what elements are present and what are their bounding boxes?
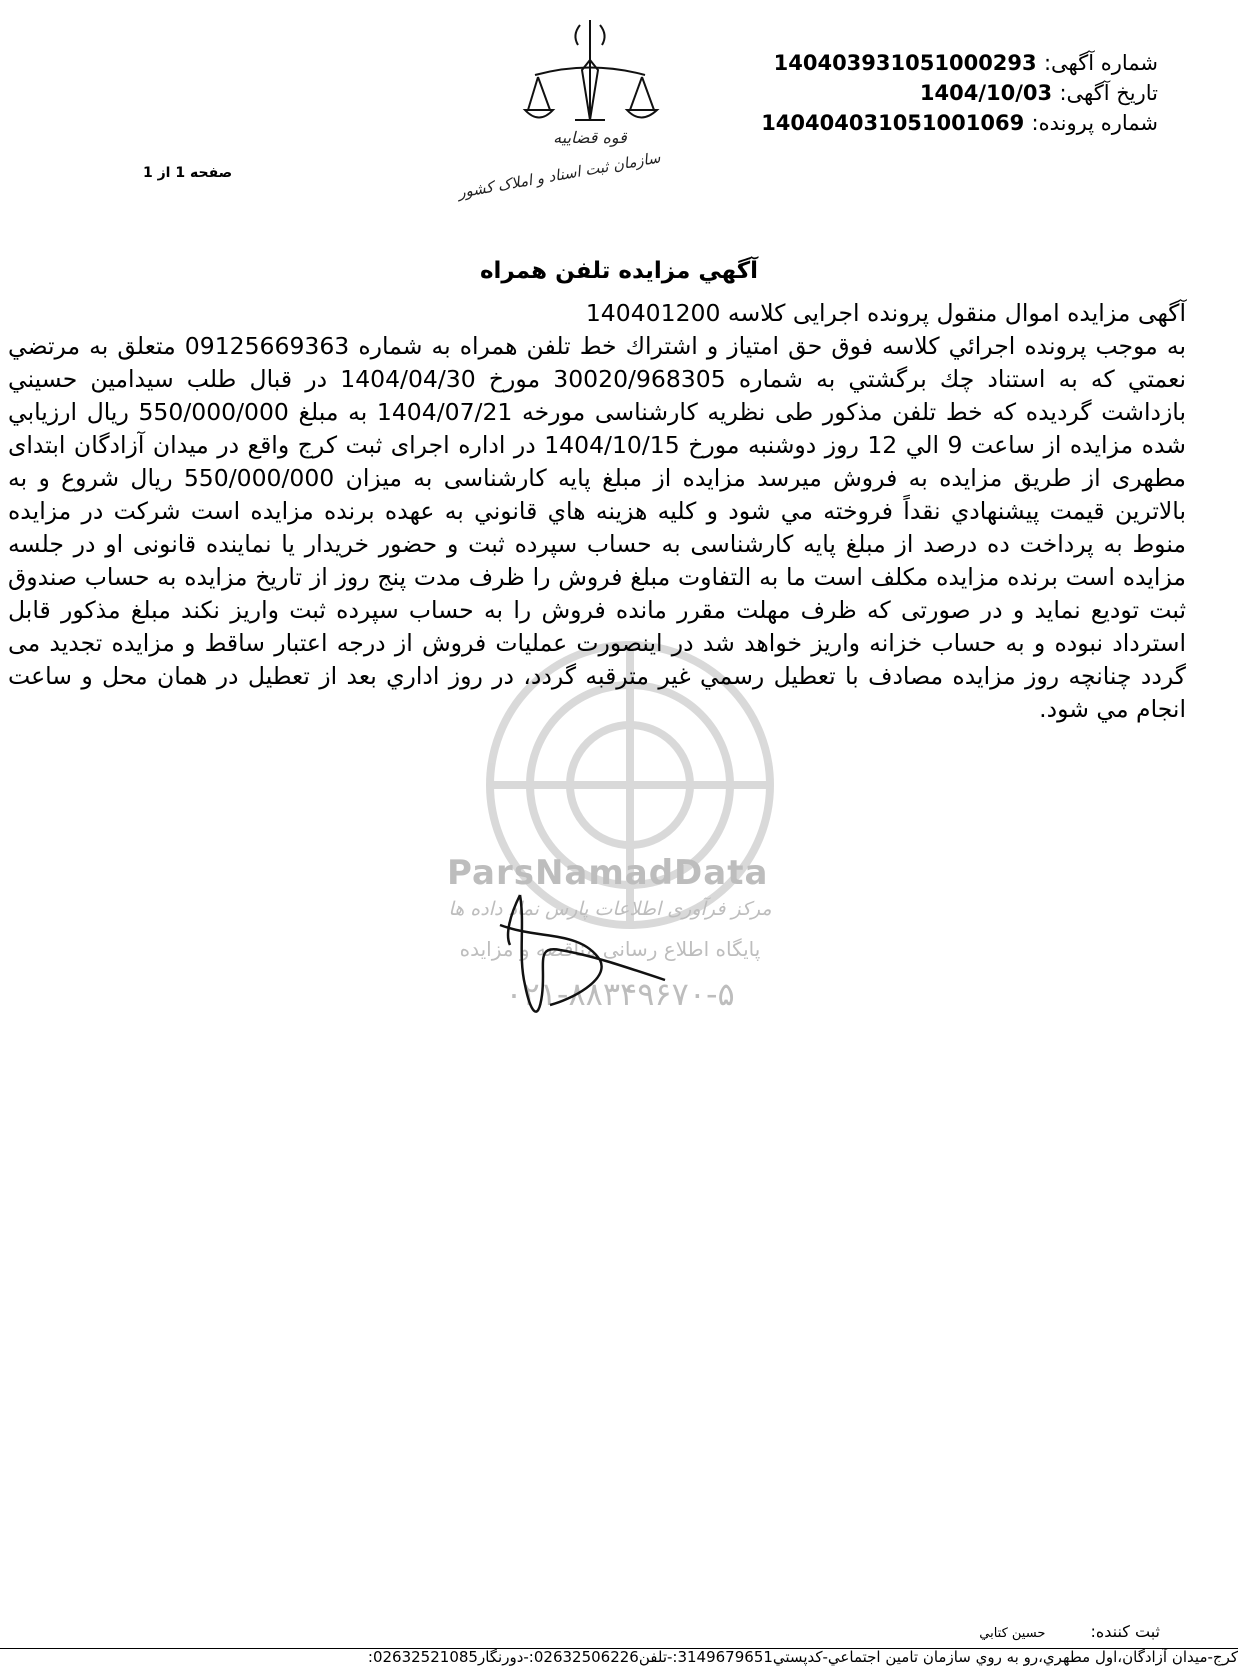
signature-icon bbox=[480, 885, 670, 1025]
file-number: 140404031051001069 bbox=[761, 111, 1025, 135]
watermark-line2: پایگاه اطلاع رسانی مناقصه و مزایده bbox=[459, 937, 761, 961]
page-number: صفحه 1 از 1 bbox=[143, 165, 233, 181]
notice-number-label: شماره آگهی: bbox=[1043, 51, 1158, 75]
recorder bbox=[979, 1622, 1160, 1641]
footer-address: كرج-ميدان آزادگان،اول مطهري،رو به روي سازمان تامين اجتماعي-كدپستي3149679651:-تلفن02632506226:-دورنگار02632521085: bbox=[367, 1648, 1238, 1666]
notice-body bbox=[8, 297, 1186, 726]
body-paragraph: به موجب پرونده اجرائي كلاسه فوق حق امتياز و اشتراك خط تلفن همراه به شماره 09125669363 متعلق به مرتضي نعمتي كه به استناد چك برگشتي به شماره 30020/968305 مورخ 1404/04/30 در قبال طلب سيدامين حسيني بازداشت گرديده كه خط تلفن مذكور طی نظريه كارشناسی مورخه 1404/07/21 به مبلغ 550/000/000 ريال ارزيابي شده مزايده از ساعت 9 الي 12 روز دوشنبه مورخ 1404/10/15 در اداره اجرای ثبت كرج واقع در ميدان آزادگان ابتدای مطهری از طريق مزايده به فروش ميرسد مزايده از مبلغ پايه كارشناسی به ميزان 550/000/000 ريال شروع و به بالاترين قيمت پيشنهادي نقداً فروخته مي شود و كليه هزينه هاي قانوني به عهده برنده مزايده است شركت در مزايده منوط به پرداخت ده درصد از مبلغ پايه كارشناسی به حساب سپرده ثبت و حضور خريدار يا نماينده قانونی او در جلسه مزايده است برنده مزايده مكلف است ما به التفاوت مبلغ فروش را ظرف مدت پنج روز از تاريخ مزايده به حساب صندوق ثبت توديع نمايد و در صورتی كه ظرف مهلت مقرر مانده فروش را به حساب سپرده ثبت واريز نكند مبلغ مذكور قابل استرداد نبوده و به حساب خزانه واريز خواهد شد در اينصورت عمليات فروش از درجه اعتبار ساقط و مزايده تجديد می گردد چنانچه روز مزايده مصادف با تعطيل رسمي غير مترقبه گردد، در روز اداري بعد از تعطيل در همان محل و ساعت انجام مي شود. bbox=[8, 332, 1187, 723]
notice-meta bbox=[761, 48, 1158, 138]
notice-number-row bbox=[761, 48, 1158, 78]
file-number-row bbox=[761, 108, 1158, 138]
emblem-line2: سازمان ثبت اسناد و املاک کشور bbox=[456, 148, 662, 202]
judiciary-emblem-icon bbox=[456, 15, 680, 202]
recorder-name: حسين كتابي bbox=[979, 1626, 1046, 1641]
emblem-line1: قوه قضاییه bbox=[553, 128, 627, 147]
watermark-line1: مرکز فرآوری اطلاعات پارس نماد داده ها bbox=[448, 898, 772, 920]
page-title: آگهي مزايده تلفن همراه bbox=[479, 258, 759, 284]
recorder-label: ثبت کننده: bbox=[1090, 1622, 1160, 1641]
notice-date: 1404/10/03 bbox=[919, 81, 1053, 105]
notice-number: 140403931051000293 bbox=[773, 51, 1037, 75]
notice-date-label: تاریخ آگهی: bbox=[1059, 81, 1158, 105]
file-number-label: شماره پرونده: bbox=[1031, 111, 1158, 135]
watermark-phone: ۰۲۱-۸۸۳۴۹۶۷۰-۵ bbox=[505, 975, 735, 1013]
body-heading-line: آگهی مزایده اموال منقول پرونده اجرایی کلاسه 140401200 bbox=[585, 299, 1186, 327]
notice-date-row bbox=[761, 78, 1158, 108]
watermark-brand: ParsNamadData bbox=[447, 853, 769, 893]
